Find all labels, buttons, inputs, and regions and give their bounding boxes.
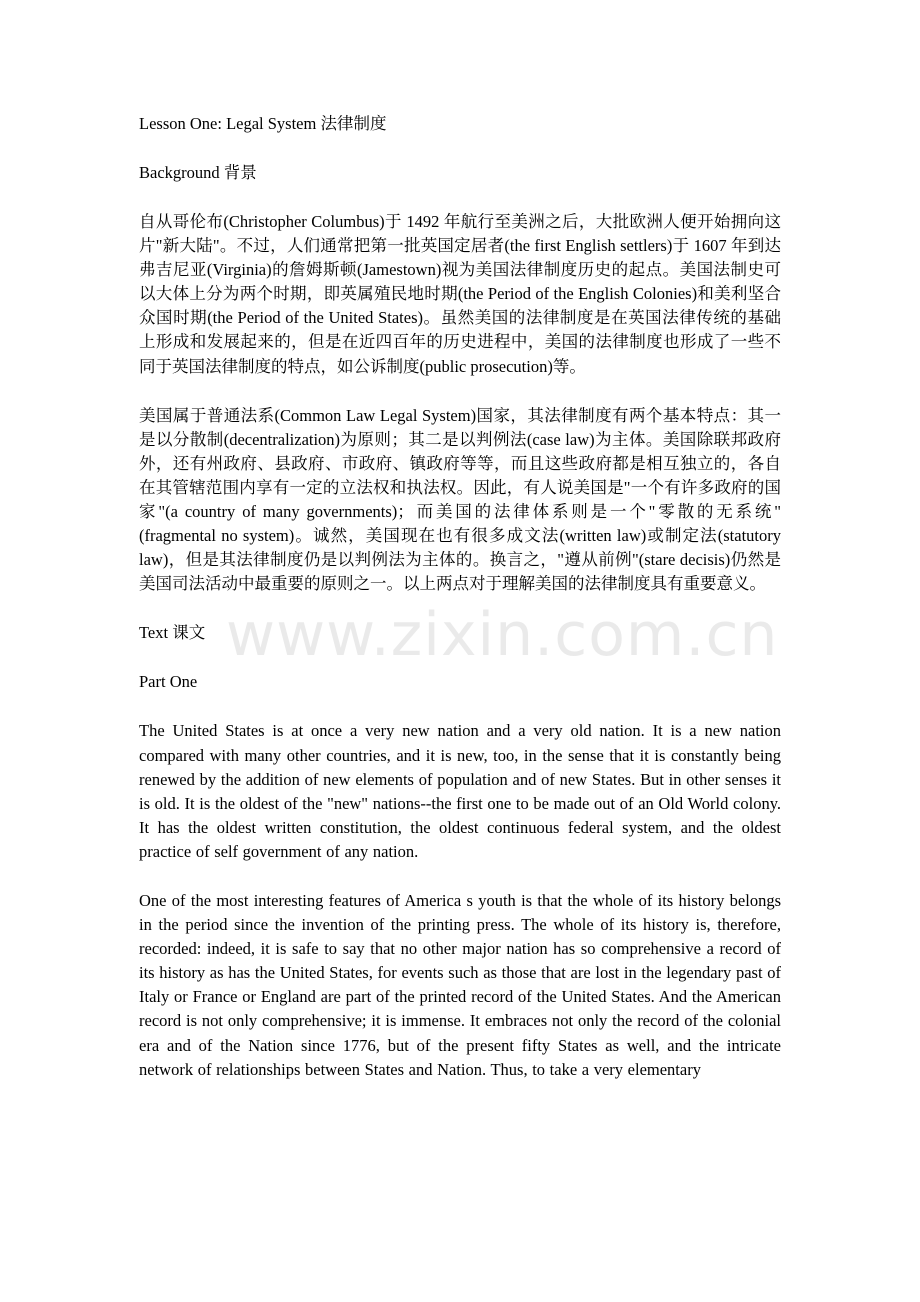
lesson-title: Lesson One: Legal System 法律制度 xyxy=(139,114,387,133)
background-paragraph-2: 美国属于普通法系(Common Law Legal System)国家，其法律制度有两个基本特点：其一是以分散制(decentralization)为原则；其二是以判例法(case law)为主体。美国除联邦政府外，还有州政府、县政府、市政府、镇政府等等，而且这些政府都是相互独立的，各自在其管辖范围内享有一定的立法权和执法权。因此，有人说美国是"一个有许多政府的国家"(a country of many governments)；而美国的法律体系则是一个"零散的无系统"(fragmental no system)。诚然，美国现在也有很多成文法(written law)或制定法(statutory law)，但是其法律制度仍是以判例法为主体的。换言之，"遵从前例"(stare decisis)仍然是美国司法活动中最重要的原则之一。以上两点对于理解美国的法律制度具有重要意义。 xyxy=(139,405,781,594)
part-paragraph-1: The United States is at once a very new nation and a very old nation. It is a new nation compared with many other countries, and it is new, too, in the sense that it is constantly being renewed by the addition of new elements of population and of new States. But in other senses it is old. It is the oldest of the "new" nations--the first one to be made out of an Old World colony. It has the oldest written constitution, the oldest continuous federal system, and the oldest practice of self government of any nation. xyxy=(139,721,781,861)
watermark: www.zixin.com.cn xyxy=(226,600,779,670)
background-heading: Background 背景 xyxy=(139,163,257,182)
text-heading: Text 课文 xyxy=(139,623,206,643)
background-paragraph-1: 自从哥伦布(Christopher Columbus)于 1492 年航行至美洲之后，大批欧洲人便开始拥向这片"新大陆"。不过，人们通常把第一批英国定居者(the first English settlers)于 1607 年到达弗吉尼亚(Virginia)的詹姆斯顿(Jamestown)视为美国法律制度历史的起点。美国法制史可以大体上分为两个时期，即英属殖民地时期(the Period of the English Colonies)和美利坚合众国时期(the Period of the United States)。虽然美国的法律制度是在英国法律传统的基础上形成和发展起来的，但是在近四百年的历史进程中，美国的法律制度也形成了一些不同于英国法律制度的特点，如公诉制度(public prosecution)等。 xyxy=(139,212,781,376)
part-paragraph-2: One of the most interesting features of America s youth is that the whole of its history belongs in the period since the invention of the printing press. The whole of its history is, therefore, recorded: indeed, it is safe to say that no other major nation has so comprehensive a record of its history as has the United States, for events such as those that are lost in the legendary past of Italy or France or England are part of the printed record of the United States. And the American record is not only comprehensive; it is immense. It embraces not only the record of the colonial era and of the Nation since 1776, but of the present fifty States as well, and the intricate network of relationships between States and Nation. Thus, to take a very elementary xyxy=(139,890,781,1079)
part-heading: Part One xyxy=(139,672,198,692)
document-page xyxy=(139,112,781,1082)
